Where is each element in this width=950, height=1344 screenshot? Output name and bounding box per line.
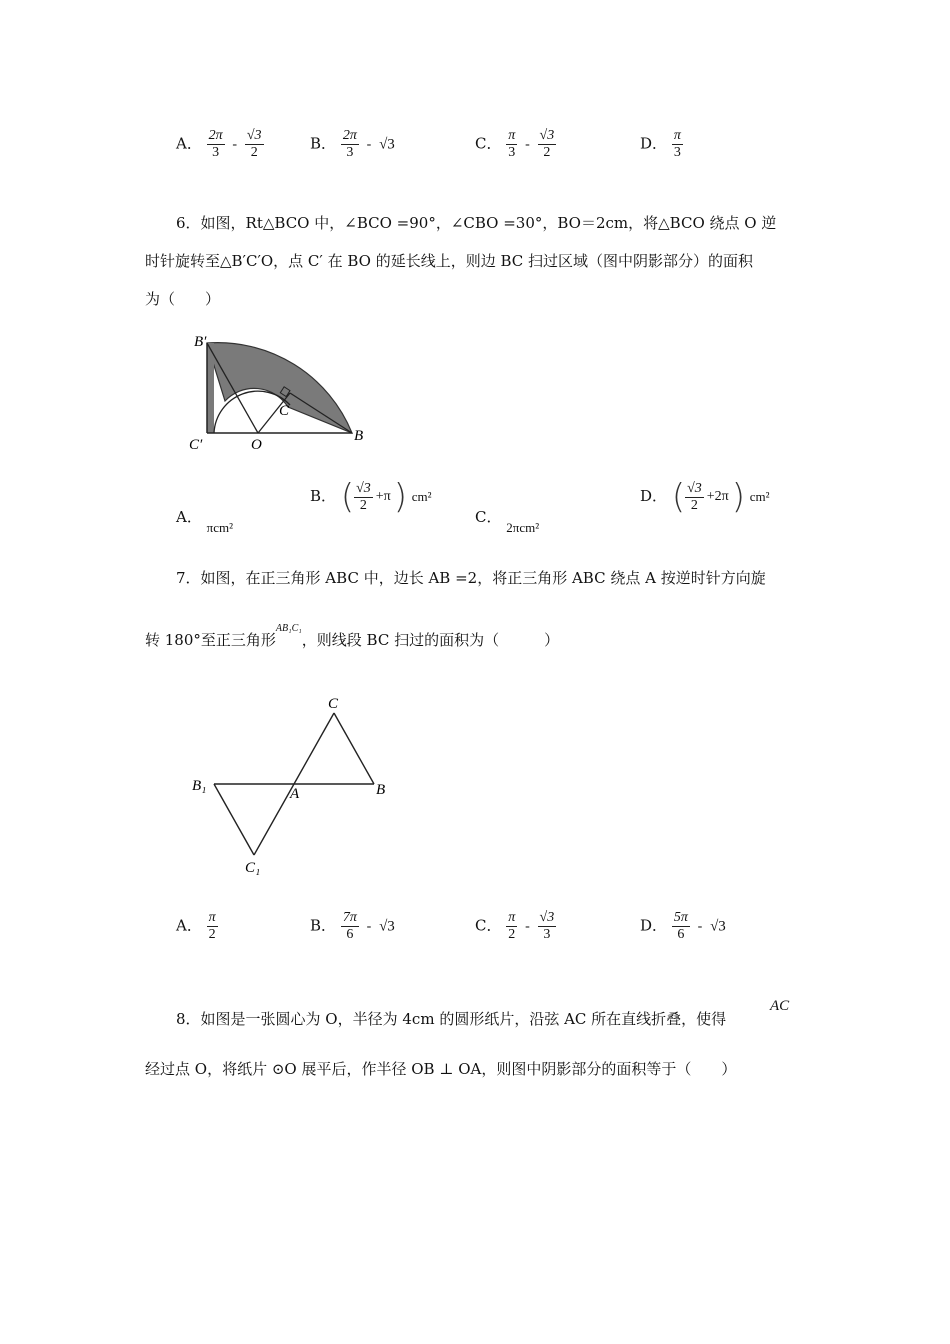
option-label: D． <box>640 134 668 153</box>
left-paren: ( <box>671 477 686 517</box>
denominator: 3 <box>346 145 354 160</box>
q6-stem-line3: 为（ ） <box>145 290 221 308</box>
fraction <box>341 910 359 943</box>
q6-option-d <box>640 477 770 517</box>
q6-option-a <box>176 506 233 535</box>
option-label: D． <box>640 487 668 505</box>
option-value: πcm² <box>206 520 233 535</box>
q7-figure <box>185 690 400 880</box>
segment-c-a <box>294 713 334 784</box>
operator: +2π <box>706 489 729 504</box>
numerator: 2π <box>342 128 357 143</box>
q7-stem-part-b: ，则线段 BC 扫过的面积为（ ） <box>301 631 560 649</box>
q7-option-b <box>310 910 395 943</box>
denominator: 3 <box>508 145 516 160</box>
numerator: π <box>508 128 516 143</box>
q7-option-c <box>475 910 556 943</box>
option-value: 2πcm² <box>506 520 540 535</box>
denominator: 2 <box>508 927 516 942</box>
operator: - <box>697 918 703 934</box>
q7-stem-line1: 7．如图，在正三角形 ABC 中，边长 AB =2，将正三角形 ABC 绕点 A 按逆时针方向旋 <box>176 569 766 587</box>
denominator: 3 <box>212 145 220 160</box>
label-c: C <box>279 403 290 419</box>
fraction <box>207 910 218 943</box>
arc-ac: AC <box>770 998 790 1014</box>
option-label: C． <box>475 508 502 526</box>
q8-stem-line2: 经过点 O，将纸片 ⊙O 展平后，作半径 OB ⊥ OA，则图中阴影部分的面积等于（ ） <box>145 1060 737 1078</box>
segment-c-b <box>334 713 374 784</box>
numerator: π <box>208 910 216 925</box>
operator: - <box>232 136 238 152</box>
operator: - <box>525 918 530 934</box>
sqrt-term: √3 <box>379 918 395 935</box>
q6-option-b <box>310 477 432 517</box>
fraction <box>506 128 517 161</box>
numerator: 7π <box>342 910 357 925</box>
fraction <box>207 128 225 161</box>
numerator: √3 <box>356 480 371 496</box>
label-c: C <box>328 696 339 712</box>
q6-stem-line2: 时针旋转至△B′C′O，点 C′ 在 BO 的延长线上，则边 BC 扫过区域（图中阴影部分）的面积 <box>145 252 754 270</box>
segment-c1-a <box>254 784 294 855</box>
fraction <box>672 910 690 943</box>
option-label: C． <box>475 134 502 153</box>
option-label: B． <box>310 487 337 505</box>
label-b1: B₁ <box>192 778 207 794</box>
numerator: √3 <box>246 128 262 143</box>
denominator: 2 <box>543 145 551 160</box>
q7-stem-line2 <box>145 623 560 650</box>
right-paren: ) <box>731 477 745 517</box>
fraction <box>685 481 704 514</box>
label-o: O <box>251 437 262 453</box>
sqrt-term: √3 <box>379 136 395 153</box>
fraction <box>538 910 557 943</box>
q5-option-b <box>310 128 395 161</box>
denominator: 6 <box>677 927 685 942</box>
denominator: 2 <box>250 145 258 160</box>
fraction <box>354 481 373 514</box>
shaded-strip <box>207 343 214 433</box>
fraction <box>341 128 359 161</box>
q8-arc-label <box>770 996 789 1015</box>
numerator: √3 <box>539 128 555 143</box>
denominator: 3 <box>673 145 681 160</box>
operator: - <box>366 136 372 152</box>
label-b: B <box>354 428 364 444</box>
denominator: 6 <box>346 927 354 942</box>
operator: - <box>525 136 530 152</box>
operator: +π <box>375 489 391 504</box>
option-label: A． <box>176 916 202 935</box>
q6-figure <box>185 325 375 455</box>
numerator: π <box>673 128 681 143</box>
numerator: 5π <box>673 910 688 925</box>
unit: cm² <box>749 489 770 504</box>
q8-stem-line1: 8．如图是一张圆心为 O，半径为 4cm 的圆形纸片，沿弦 AC 所在直线折叠，使得 <box>176 1010 727 1028</box>
fraction <box>506 910 517 943</box>
numerator: √3 <box>539 910 555 925</box>
segment-b1-c1 <box>214 784 254 855</box>
option-label: C． <box>475 916 502 935</box>
denominator: 2 <box>208 927 216 942</box>
denominator: 3 <box>543 927 551 942</box>
label-b: B <box>376 782 386 798</box>
denominator: 2 <box>359 497 367 513</box>
q7-option-a <box>176 910 218 943</box>
label-a: A <box>290 786 300 802</box>
q6-option-c <box>475 506 540 535</box>
unit: cm² <box>411 489 432 504</box>
label-c1: C₁ <box>245 860 261 876</box>
sqrt-term: √3 <box>710 918 726 935</box>
operator: - <box>366 918 372 934</box>
option-label: B． <box>310 916 337 935</box>
label-c-prime: C′ <box>189 437 203 453</box>
q7-option-d <box>640 910 726 943</box>
option-label: B． <box>310 134 337 153</box>
q7-triangle-name: AB₁C₁ <box>275 623 302 634</box>
denominator: 2 <box>690 497 698 513</box>
option-label: A． <box>176 508 202 526</box>
q7-stem-part-a: 转 180°至正三角形 <box>145 631 276 649</box>
option-label: D． <box>640 916 668 935</box>
fraction <box>672 128 683 161</box>
q5-option-c <box>475 128 556 161</box>
left-paren: ( <box>340 477 355 517</box>
q6-stem-line1: 6．如图，Rt△BCO 中，∠BCO =90°，∠CBO =30°，BO＝2cm，将△BCO 绕点 O 逆 <box>176 214 777 232</box>
numerator: √3 <box>687 480 702 496</box>
right-paren: ) <box>393 477 407 517</box>
q5-option-a <box>176 128 264 161</box>
option-label: A． <box>176 134 202 153</box>
numerator: π <box>508 910 516 925</box>
label-b-prime: B′ <box>194 334 207 350</box>
numerator: 2π <box>208 128 223 143</box>
q5-option-d <box>640 128 683 161</box>
fraction <box>245 128 264 161</box>
fraction <box>538 128 557 161</box>
